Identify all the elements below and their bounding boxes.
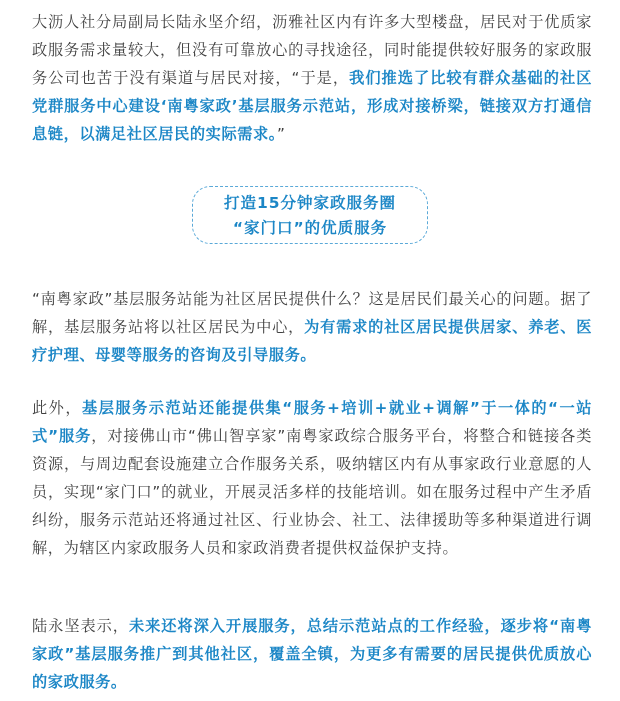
section-heading-line-1: 打造15分钟家政服务圈 <box>223 194 397 212</box>
paragraph-future <box>32 612 592 696</box>
paragraph-text: 大沥人社分局副局长陆永坚介绍，沥雅社区内有许多大型楼盘，居民对于优质家政服务需求量较大，但没有可靠放心的寻找途径，同时能提供较好服务的家政服务公司也苦于没有渠道与居民对接，“于是， <box>32 13 592 87</box>
paragraph-text: 陆永坚表示， <box>32 617 129 635</box>
paragraph-highlight: 为有需求的社区居民提供居家、养老、医疗护理、母婴等服务的咨询及引导服务。 <box>32 318 592 364</box>
paragraph-text-end: ” <box>277 125 286 143</box>
paragraph-highlight: 基层服务示范站还能提供集“服务+培训+就业+调解”于一体的“一站式”服务 <box>32 399 592 445</box>
paragraph-text: 此外， <box>32 399 83 417</box>
paragraph-highlight: 我们推选了比较有群众基础的社区党群服务中心建设‘南粤家政’基层服务示范站，形成对接桥梁，链接双方打通信息链，以满足社区居民的实际需求。 <box>32 69 592 143</box>
paragraph-one-stop <box>32 394 592 562</box>
paragraph-text: “南粤家政”基层服务站能为社区居民提供什么？这是居民们最关心的问题。据了解，基层服务站将以社区居民为中心， <box>32 290 592 336</box>
paragraph-highlight: 未来还将深入开展服务，总结示范站点的工作经验，逐步将“南粤家政”基层服务推广到其他社区，覆盖全镇，为更多有需要的居民提供优质放心的家政服务。 <box>32 617 592 691</box>
paragraph-services <box>32 285 592 369</box>
section-heading-callout <box>192 186 428 244</box>
paragraph-text-rest: ，对接佛山市“佛山智享家”南粤家政综合服务平台，将整合和链接各类资源，与周边配套设施建立合作服务关系，吸纳辖区内有从事家政行业意愿的人员，实现“家门口”的就业，开展灵活多样的技能培训。如在服务过程中产生矛盾纠纷，服务示范站还将通过社区、行业协会、社工、法律援助等多种渠道进行调解，为辖区内家政服务人员和家政消费者提供权益保护支持。 <box>32 427 592 557</box>
paragraph-intro <box>32 8 592 148</box>
section-heading-line-2: “家门口”的优质服务 <box>232 219 388 237</box>
